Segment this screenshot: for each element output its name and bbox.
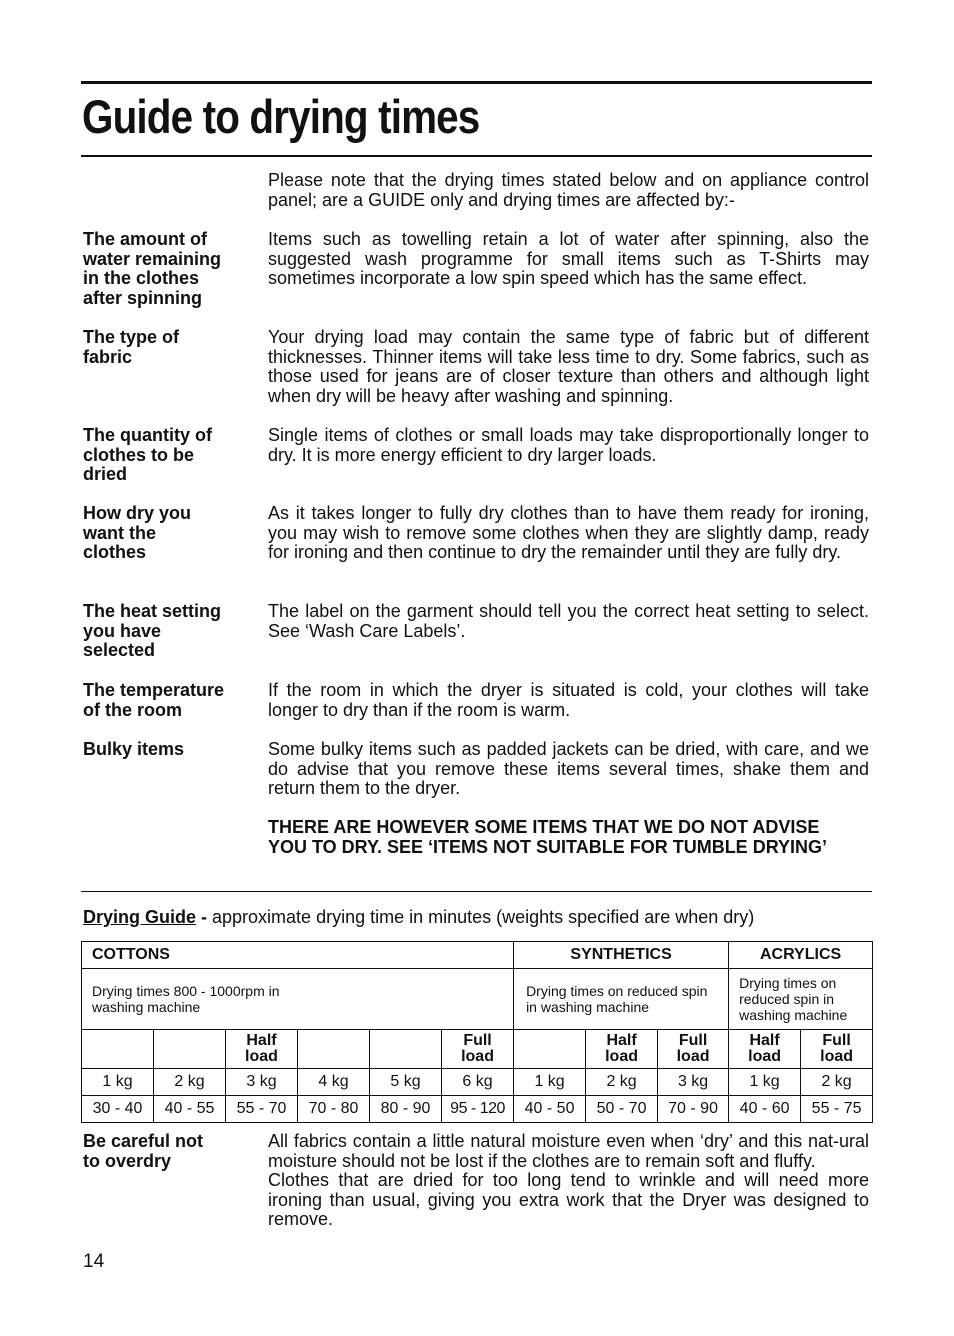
- drying-times-table: [81, 941, 873, 1123]
- weight-cell: 2 kg: [154, 1069, 226, 1096]
- load-cell: [370, 1030, 442, 1069]
- time-cell: 40 - 55: [154, 1096, 226, 1123]
- factor-text: Single items of clothes or small loads may take disproportionally longer to dry. It is more energy efficient to dry larger loads.: [268, 425, 869, 465]
- factor-label: The temperature of the room: [83, 680, 225, 720]
- factor-text: If the room in which the dryer is situated is cold, your clothes will take longer to dry than if the room is warm.: [268, 680, 869, 720]
- drying-guide-heading: [83, 906, 754, 928]
- drying-guide-dash: -: [196, 907, 208, 927]
- weight-cell: 3 kg: [226, 1069, 298, 1096]
- load-label: Full load: [820, 1032, 854, 1065]
- factor-text: Items such as towelling retain a lot of water after spinning, also the suggested wash programme for small items such as T-Shirts may sometimes incorporate a low spin speed which has the same effect.: [268, 229, 869, 289]
- section-divider: [81, 891, 872, 892]
- load-cell: [801, 1030, 873, 1069]
- table-time-row: [82, 1096, 873, 1123]
- load-cell: [154, 1030, 226, 1069]
- time-cell: 80 - 90: [370, 1096, 442, 1123]
- load-label: Full load: [676, 1032, 710, 1065]
- factor-label: Bulky items: [83, 739, 185, 759]
- weight-cell: 6 kg: [442, 1069, 514, 1096]
- factor-label: The quantity of clothes to be dried: [83, 425, 212, 485]
- factor-text: Some bulky items such as padded jackets can be dried, with care, and we do advise that you remove these items several times, shake them and return them to the dryer.: [268, 739, 869, 799]
- weight-cell: 2 kg: [801, 1069, 873, 1096]
- subhead-acrylics: Drying times on reduced spin in washing machine: [729, 969, 873, 1030]
- weight-cell: 1 kg: [82, 1069, 154, 1096]
- weight-cell: 2 kg: [586, 1069, 658, 1096]
- subhead-synthetics: Drying times on reduced spin in washing machine: [514, 969, 729, 1030]
- load-cell: [586, 1030, 658, 1069]
- overdry-paragraph: Clothes that are dried for too long tend to wrinkle and will need more ironing than usual, giving you extra work that the Dryer was designed to remove.: [268, 1170, 869, 1230]
- top-rule: [81, 81, 872, 84]
- weight-cell: 4 kg: [298, 1069, 370, 1096]
- page-title: Guide to drying times: [82, 90, 480, 143]
- factor-label: The amount of water remaining in the clothes after spinning: [83, 229, 222, 308]
- weight-cell: 5 kg: [370, 1069, 442, 1096]
- warning-line: THERE ARE HOWEVER SOME ITEMS THAT WE DO NOT ADVISE: [268, 817, 820, 837]
- load-label: Half load: [605, 1032, 638, 1065]
- time-cell: 30 - 40: [82, 1096, 154, 1123]
- load-cell: [514, 1030, 586, 1069]
- time-cell: 95 - 120: [442, 1096, 514, 1123]
- intro-text: Please note that the drying times stated below and on appliance control panel; are a GUIDE only and drying times are affected by:-: [268, 170, 869, 210]
- factor-text: Your drying load may contain the same type of fabric but of different thicknesses. Thinner items will take less time to dry. Some fabrics, such as those used for jeans are of closer texture than others and although light when dry will be heavy after washing and spinning.: [268, 327, 869, 406]
- warning-notice: [268, 818, 869, 857]
- weight-cell: 1 kg: [514, 1069, 586, 1096]
- factor-text: The label on the garment should tell you the correct heat setting to select. See ‘Wash Care Labels’.: [268, 601, 869, 641]
- overdry-paragraph: All fabrics contain a little natural moisture even when ‘dry’ and this nat-ural moisture should not be lost if the clothes are to remain soft and fluffy.: [268, 1131, 869, 1171]
- time-cell: 70 - 90: [658, 1096, 729, 1123]
- table-load-row: [82, 1030, 873, 1069]
- load-cell: [82, 1030, 154, 1069]
- load-label: Half load: [245, 1032, 278, 1065]
- page-number: 14: [83, 1251, 105, 1272]
- factor-text: As it takes longer to fully dry clothes than to have them ready for ironing, you may wish to remove some clothes when they are slightly damp, ready for ironing and then continue to dry the remainder until they are fully dry.: [268, 503, 869, 563]
- drying-guide-description: approximate drying time in minutes (weights specified are when dry): [207, 907, 755, 927]
- time-cell: 55 - 70: [226, 1096, 298, 1123]
- subhead-cottons-text: Drying times 800 - 1000rpm in washing machine: [92, 983, 280, 1015]
- table-subheader-row: [82, 969, 873, 1030]
- weight-cell: 1 kg: [729, 1069, 801, 1096]
- load-cell: [729, 1030, 801, 1069]
- time-cell: 50 - 70: [586, 1096, 658, 1123]
- subhead-cottons: [82, 969, 514, 1030]
- time-cell: 55 - 75: [801, 1096, 873, 1123]
- factor-label: The heat setting you have selected: [83, 601, 222, 661]
- factor-label: How dry you want the clothes: [83, 503, 192, 563]
- table-weight-row: [82, 1069, 873, 1096]
- time-cell: 40 - 50: [514, 1096, 586, 1123]
- weight-cell: 3 kg: [658, 1069, 729, 1096]
- load-cell: [442, 1030, 514, 1069]
- overdry-text: [268, 1132, 869, 1230]
- time-cell: 40 - 60: [729, 1096, 801, 1123]
- drying-guide-title: Drying Guide: [83, 907, 197, 927]
- title-rule: [81, 155, 872, 157]
- load-label: Half load: [748, 1032, 782, 1065]
- table-group-header-row: [82, 942, 873, 969]
- load-cell: [298, 1030, 370, 1069]
- load-label: Full load: [461, 1032, 494, 1065]
- load-cell: [226, 1030, 298, 1069]
- group-synthetics: SYNTHETICS: [514, 942, 729, 969]
- group-cottons: COTTONS: [82, 942, 514, 969]
- time-cell: 70 - 80: [298, 1096, 370, 1123]
- warning-line: YOU TO DRY. SEE ‘ITEMS NOT SUITABLE FOR TUMBLE DRYING’: [268, 836, 828, 857]
- overdry-label: Be careful not to overdry: [83, 1131, 204, 1171]
- group-acrylics: ACRYLICS: [729, 942, 873, 969]
- load-cell: [658, 1030, 729, 1069]
- factor-label: The type of fabric: [83, 327, 180, 367]
